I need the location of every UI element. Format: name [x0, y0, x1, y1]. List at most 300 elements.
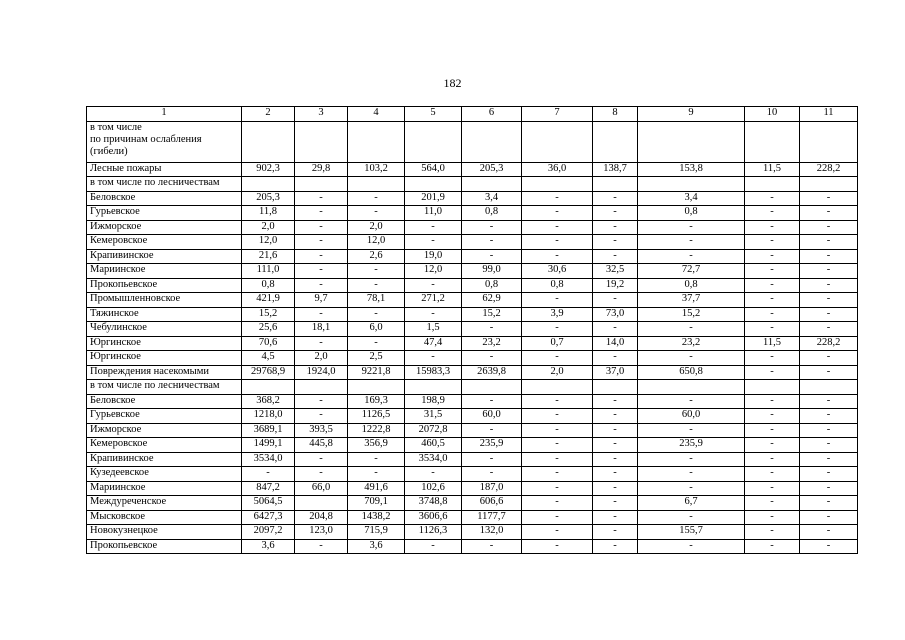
- row-label-cell: Гурьевское: [87, 409, 242, 424]
- table-row: [87, 510, 858, 525]
- value-cell: 21,6: [242, 249, 295, 264]
- value-cell: 2,5: [348, 351, 405, 366]
- table-row: [87, 467, 858, 482]
- value-cell: 187,0: [462, 481, 522, 496]
- value-cell: 1126,3: [405, 525, 462, 540]
- table-row: [87, 481, 858, 496]
- forest-damage-table: [86, 106, 858, 554]
- value-cell: 5064,5: [242, 496, 295, 511]
- value-cell: -: [745, 206, 800, 221]
- value-cell: -: [522, 438, 593, 453]
- table-row: [87, 539, 858, 554]
- value-cell: 138,7: [593, 162, 638, 177]
- page-number: 182: [443, 76, 462, 90]
- value-cell: 2639,8: [462, 365, 522, 380]
- value-cell: -: [593, 191, 638, 206]
- value-cell: 73,0: [593, 307, 638, 322]
- value-cell: 123,0: [295, 525, 348, 540]
- value-cell: [745, 121, 800, 162]
- value-cell: -: [745, 264, 800, 279]
- value-cell: -: [348, 307, 405, 322]
- column-header-7: 7: [522, 107, 593, 122]
- value-cell: 11,5: [745, 336, 800, 351]
- value-cell: 132,0: [462, 525, 522, 540]
- value-cell: [745, 177, 800, 192]
- value-cell: [800, 380, 858, 395]
- value-cell: 0,8: [522, 278, 593, 293]
- value-cell: 2,0: [522, 365, 593, 380]
- value-cell: 11,8: [242, 206, 295, 221]
- table-row: [87, 365, 858, 380]
- value-cell: -: [522, 235, 593, 250]
- row-label-cell: Беловское: [87, 191, 242, 206]
- value-cell: 204,8: [295, 510, 348, 525]
- value-cell: -: [522, 293, 593, 308]
- value-cell: [348, 380, 405, 395]
- value-cell: -: [462, 423, 522, 438]
- value-cell: -: [522, 322, 593, 337]
- value-cell: 0,8: [242, 278, 295, 293]
- value-cell: [405, 177, 462, 192]
- row-label-cell: Беловское: [87, 394, 242, 409]
- value-cell: 153,8: [638, 162, 745, 177]
- value-cell: 155,7: [638, 525, 745, 540]
- value-cell: -: [522, 496, 593, 511]
- value-cell: 2,0: [242, 220, 295, 235]
- value-cell: -: [462, 220, 522, 235]
- value-cell: 102,6: [405, 481, 462, 496]
- value-cell: [462, 121, 522, 162]
- value-cell: 0,8: [462, 278, 522, 293]
- value-cell: -: [638, 481, 745, 496]
- value-cell: 11,5: [745, 162, 800, 177]
- row-label-cell: Кузедеевское: [87, 467, 242, 482]
- value-cell: 228,2: [800, 162, 858, 177]
- value-cell: 3534,0: [405, 452, 462, 467]
- value-cell: -: [593, 452, 638, 467]
- value-cell: -: [800, 423, 858, 438]
- value-cell: -: [462, 249, 522, 264]
- row-label-cell: Крапивинское: [87, 249, 242, 264]
- value-cell: -: [745, 438, 800, 453]
- value-cell: -: [522, 452, 593, 467]
- value-cell: -: [800, 496, 858, 511]
- value-cell: [242, 380, 295, 395]
- value-cell: -: [295, 206, 348, 221]
- table-row: [87, 121, 858, 162]
- value-cell: 111,0: [242, 264, 295, 279]
- row-label-cell: Мариинское: [87, 264, 242, 279]
- value-cell: -: [242, 467, 295, 482]
- value-cell: -: [593, 293, 638, 308]
- row-label-cell: в том числе по причинам ослабления (гибели): [87, 121, 242, 162]
- value-cell: -: [522, 249, 593, 264]
- value-cell: -: [593, 539, 638, 554]
- value-cell: [405, 380, 462, 395]
- table-row: [87, 220, 858, 235]
- value-cell: [593, 121, 638, 162]
- value-cell: -: [745, 249, 800, 264]
- table-row: [87, 177, 858, 192]
- table-row: [87, 394, 858, 409]
- table-row: [87, 162, 858, 177]
- value-cell: 2,0: [295, 351, 348, 366]
- table-row: [87, 438, 858, 453]
- value-cell: 19,0: [405, 249, 462, 264]
- value-cell: 564,0: [405, 162, 462, 177]
- value-cell: -: [638, 351, 745, 366]
- table-row: [87, 351, 858, 366]
- column-header-8: 8: [593, 107, 638, 122]
- value-cell: -: [593, 510, 638, 525]
- row-label-cell: Лесные пожары: [87, 162, 242, 177]
- value-cell: [638, 177, 745, 192]
- value-cell: 99,0: [462, 264, 522, 279]
- value-cell: 228,2: [800, 336, 858, 351]
- value-cell: 6,0: [348, 322, 405, 337]
- value-cell: 15983,3: [405, 365, 462, 380]
- row-label-cell: Прокопьевское: [87, 539, 242, 554]
- value-cell: 18,1: [295, 322, 348, 337]
- value-cell: 31,5: [405, 409, 462, 424]
- value-cell: -: [593, 481, 638, 496]
- value-cell: [522, 177, 593, 192]
- value-cell: -: [405, 235, 462, 250]
- value-cell: 3,4: [638, 191, 745, 206]
- row-label-cell: в том числе по лесничествам: [87, 380, 242, 395]
- value-cell: -: [638, 249, 745, 264]
- value-cell: [295, 177, 348, 192]
- value-cell: -: [295, 467, 348, 482]
- value-cell: -: [348, 452, 405, 467]
- value-cell: -: [462, 351, 522, 366]
- value-cell: -: [462, 539, 522, 554]
- value-cell: -: [295, 249, 348, 264]
- value-cell: 6427,3: [242, 510, 295, 525]
- value-cell: 445,8: [295, 438, 348, 453]
- value-cell: 2,0: [348, 220, 405, 235]
- value-cell: -: [462, 235, 522, 250]
- value-cell: -: [800, 206, 858, 221]
- table-row: [87, 264, 858, 279]
- value-cell: [745, 380, 800, 395]
- value-cell: 3689,1: [242, 423, 295, 438]
- value-cell: 606,6: [462, 496, 522, 511]
- table-row: [87, 278, 858, 293]
- value-cell: -: [800, 235, 858, 250]
- value-cell: [800, 177, 858, 192]
- value-cell: -: [745, 365, 800, 380]
- value-cell: -: [745, 481, 800, 496]
- value-cell: -: [295, 278, 348, 293]
- value-cell: -: [593, 351, 638, 366]
- value-cell: 78,1: [348, 293, 405, 308]
- row-label-cell: Юргинское: [87, 351, 242, 366]
- value-cell: -: [593, 423, 638, 438]
- value-cell: 902,3: [242, 162, 295, 177]
- row-label-cell: Промышленновское: [87, 293, 242, 308]
- row-label-cell: Мариинское: [87, 481, 242, 496]
- value-cell: -: [593, 206, 638, 221]
- value-cell: 0,8: [462, 206, 522, 221]
- value-cell: -: [522, 423, 593, 438]
- value-cell: -: [295, 235, 348, 250]
- value-cell: -: [745, 278, 800, 293]
- value-cell: -: [638, 322, 745, 337]
- value-cell: -: [745, 394, 800, 409]
- value-cell: 3,6: [242, 539, 295, 554]
- value-cell: -: [800, 539, 858, 554]
- value-cell: -: [348, 264, 405, 279]
- value-cell: -: [593, 322, 638, 337]
- value-cell: 60,0: [638, 409, 745, 424]
- value-cell: -: [800, 510, 858, 525]
- value-cell: -: [593, 220, 638, 235]
- value-cell: 60,0: [462, 409, 522, 424]
- value-cell: -: [295, 307, 348, 322]
- value-cell: 3,6: [348, 539, 405, 554]
- value-cell: 23,2: [462, 336, 522, 351]
- table-row: [87, 249, 858, 264]
- value-cell: -: [405, 278, 462, 293]
- value-cell: -: [745, 322, 800, 337]
- value-cell: -: [745, 409, 800, 424]
- value-cell: 37,7: [638, 293, 745, 308]
- value-cell: -: [745, 539, 800, 554]
- value-cell: 9,7: [295, 293, 348, 308]
- value-cell: 0,8: [638, 278, 745, 293]
- value-cell: -: [405, 539, 462, 554]
- value-cell: 205,3: [242, 191, 295, 206]
- value-cell: -: [295, 409, 348, 424]
- value-cell: -: [522, 191, 593, 206]
- value-cell: 356,9: [348, 438, 405, 453]
- column-header-5: 5: [405, 107, 462, 122]
- value-cell: [522, 380, 593, 395]
- value-cell: 3748,8: [405, 496, 462, 511]
- value-cell: -: [295, 191, 348, 206]
- value-cell: 25,6: [242, 322, 295, 337]
- value-cell: -: [745, 510, 800, 525]
- value-cell: 1126,5: [348, 409, 405, 424]
- value-cell: 709,1: [348, 496, 405, 511]
- value-cell: 29,8: [295, 162, 348, 177]
- value-cell: 70,6: [242, 336, 295, 351]
- value-cell: [593, 380, 638, 395]
- value-cell: 47,4: [405, 336, 462, 351]
- value-cell: 2,6: [348, 249, 405, 264]
- column-header-11: 11: [800, 107, 858, 122]
- value-cell: -: [800, 365, 858, 380]
- value-cell: [242, 121, 295, 162]
- value-cell: -: [405, 351, 462, 366]
- row-label-cell: Гурьевское: [87, 206, 242, 221]
- value-cell: 9221,8: [348, 365, 405, 380]
- value-cell: [295, 121, 348, 162]
- row-label-cell: Мысковское: [87, 510, 242, 525]
- value-cell: -: [800, 481, 858, 496]
- value-cell: -: [800, 220, 858, 235]
- value-cell: 12,0: [242, 235, 295, 250]
- row-label-cell: Юргинское: [87, 336, 242, 351]
- value-cell: -: [800, 307, 858, 322]
- value-cell: -: [745, 496, 800, 511]
- row-label-cell: в том числе по лесничествам: [87, 177, 242, 192]
- column-header-1: 1: [87, 107, 242, 122]
- value-cell: 1,5: [405, 322, 462, 337]
- value-cell: -: [800, 409, 858, 424]
- value-cell: [295, 496, 348, 511]
- value-cell: 32,5: [593, 264, 638, 279]
- value-cell: 491,6: [348, 481, 405, 496]
- value-cell: 30,6: [522, 264, 593, 279]
- value-cell: -: [522, 394, 593, 409]
- row-label-cell: Ижморское: [87, 423, 242, 438]
- value-cell: -: [522, 525, 593, 540]
- value-cell: 15,2: [242, 307, 295, 322]
- column-header-6: 6: [462, 107, 522, 122]
- value-cell: 205,3: [462, 162, 522, 177]
- value-cell: -: [800, 525, 858, 540]
- value-cell: [295, 380, 348, 395]
- value-cell: -: [593, 249, 638, 264]
- value-cell: -: [745, 307, 800, 322]
- value-cell: -: [348, 191, 405, 206]
- value-cell: -: [638, 452, 745, 467]
- value-cell: 0,8: [638, 206, 745, 221]
- value-cell: -: [522, 351, 593, 366]
- value-cell: -: [462, 322, 522, 337]
- table-row: [87, 409, 858, 424]
- value-cell: -: [462, 452, 522, 467]
- value-cell: -: [295, 220, 348, 235]
- row-label-cell: Крапивинское: [87, 452, 242, 467]
- value-cell: 201,9: [405, 191, 462, 206]
- table-row: [87, 191, 858, 206]
- value-cell: [405, 121, 462, 162]
- value-cell: 62,9: [462, 293, 522, 308]
- value-cell: -: [462, 467, 522, 482]
- value-cell: -: [593, 525, 638, 540]
- value-cell: 198,9: [405, 394, 462, 409]
- value-cell: -: [638, 510, 745, 525]
- value-cell: -: [800, 322, 858, 337]
- table-row: [87, 496, 858, 511]
- column-header-2: 2: [242, 107, 295, 122]
- value-cell: -: [522, 220, 593, 235]
- row-label-cell: Повреждения насекомыми: [87, 365, 242, 380]
- value-cell: -: [295, 264, 348, 279]
- value-cell: -: [638, 394, 745, 409]
- value-cell: 2097,2: [242, 525, 295, 540]
- column-header-4: 4: [348, 107, 405, 122]
- value-cell: -: [745, 191, 800, 206]
- value-cell: -: [348, 336, 405, 351]
- value-cell: 235,9: [462, 438, 522, 453]
- value-cell: [800, 121, 858, 162]
- value-cell: 1499,1: [242, 438, 295, 453]
- value-cell: 12,0: [405, 264, 462, 279]
- value-cell: [348, 121, 405, 162]
- value-cell: -: [348, 206, 405, 221]
- value-cell: -: [295, 452, 348, 467]
- value-cell: -: [593, 438, 638, 453]
- header-row: [87, 107, 858, 122]
- value-cell: -: [638, 467, 745, 482]
- value-cell: -: [593, 394, 638, 409]
- value-cell: -: [800, 467, 858, 482]
- value-cell: 6,7: [638, 496, 745, 511]
- value-cell: -: [522, 481, 593, 496]
- value-cell: -: [522, 510, 593, 525]
- value-cell: 1177,7: [462, 510, 522, 525]
- row-label-cell: Чебулинское: [87, 322, 242, 337]
- value-cell: -: [745, 467, 800, 482]
- value-cell: -: [800, 394, 858, 409]
- row-label-cell: Новокузнецкое: [87, 525, 242, 540]
- value-cell: -: [593, 409, 638, 424]
- row-label-cell: Ижморское: [87, 220, 242, 235]
- value-cell: -: [745, 423, 800, 438]
- value-cell: 169,3: [348, 394, 405, 409]
- row-label-cell: Тяжинское: [87, 307, 242, 322]
- value-cell: 368,2: [242, 394, 295, 409]
- value-cell: 66,0: [295, 481, 348, 496]
- value-cell: 29768,9: [242, 365, 295, 380]
- value-cell: 1924,0: [295, 365, 348, 380]
- value-cell: -: [522, 539, 593, 554]
- value-cell: 4,5: [242, 351, 295, 366]
- value-cell: 14,0: [593, 336, 638, 351]
- value-cell: [593, 177, 638, 192]
- value-cell: -: [295, 394, 348, 409]
- value-cell: -: [638, 423, 745, 438]
- table-row: [87, 293, 858, 308]
- value-cell: 1218,0: [242, 409, 295, 424]
- value-cell: -: [593, 496, 638, 511]
- value-cell: -: [522, 206, 593, 221]
- value-cell: [462, 177, 522, 192]
- value-cell: -: [348, 467, 405, 482]
- value-cell: 1438,2: [348, 510, 405, 525]
- value-cell: -: [405, 220, 462, 235]
- value-cell: 37,0: [593, 365, 638, 380]
- column-header-9: 9: [638, 107, 745, 122]
- value-cell: 421,9: [242, 293, 295, 308]
- table-row: [87, 336, 858, 351]
- value-cell: -: [800, 264, 858, 279]
- value-cell: -: [800, 293, 858, 308]
- row-label-cell: Кемеровское: [87, 438, 242, 453]
- value-cell: -: [800, 191, 858, 206]
- value-cell: -: [800, 278, 858, 293]
- value-cell: [638, 380, 745, 395]
- value-cell: 3606,6: [405, 510, 462, 525]
- value-cell: -: [593, 235, 638, 250]
- value-cell: 2072,8: [405, 423, 462, 438]
- value-cell: -: [348, 278, 405, 293]
- table-row: [87, 423, 858, 438]
- value-cell: -: [745, 525, 800, 540]
- table-row: [87, 452, 858, 467]
- value-cell: 103,2: [348, 162, 405, 177]
- table-row: [87, 235, 858, 250]
- value-cell: -: [745, 235, 800, 250]
- table-row: [87, 307, 858, 322]
- value-cell: -: [295, 539, 348, 554]
- table-row: [87, 322, 858, 337]
- value-cell: 3,4: [462, 191, 522, 206]
